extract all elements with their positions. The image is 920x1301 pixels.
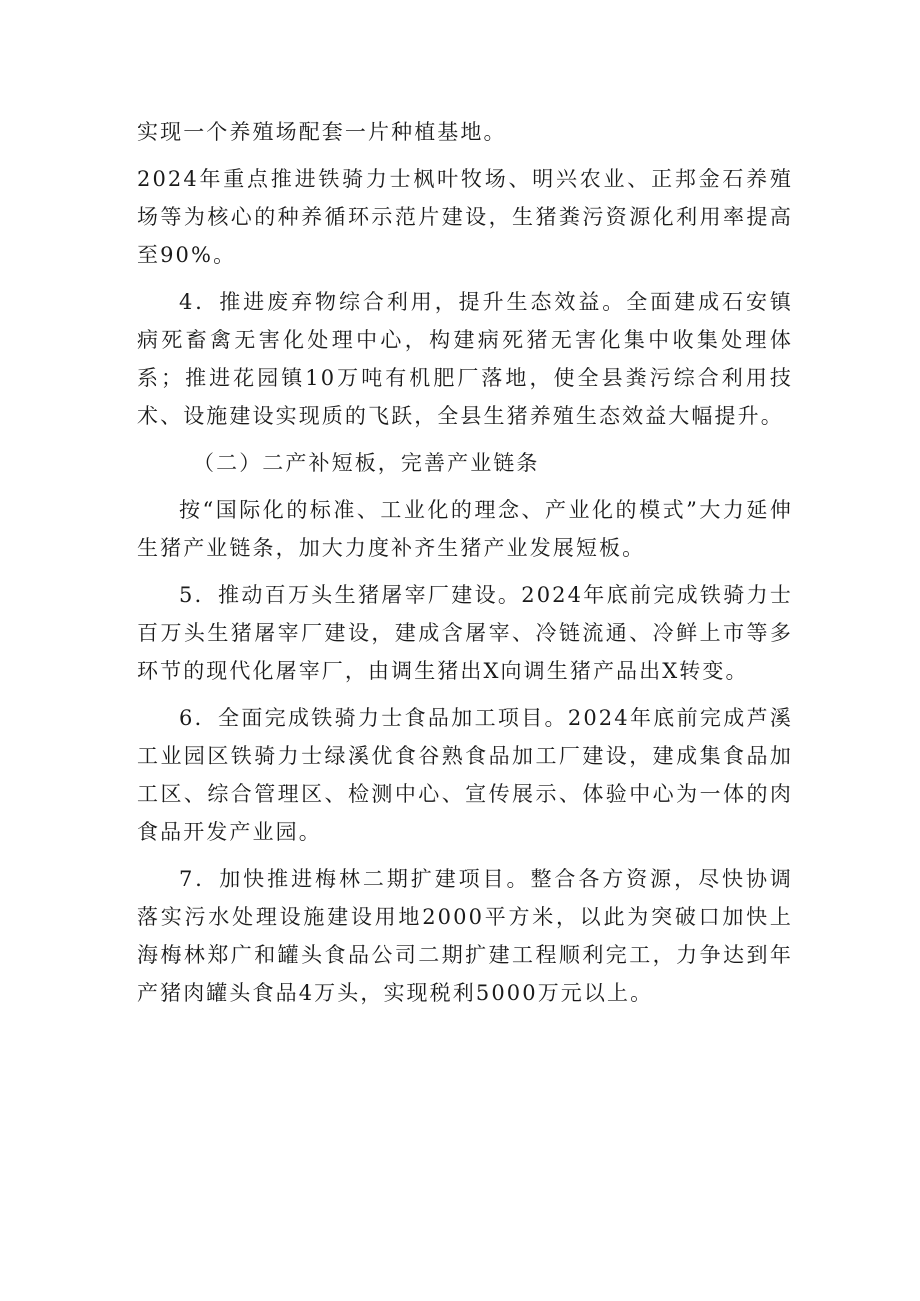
document-page [137, 113, 793, 1021]
paragraph-item-5: 5．推动百万头生猪屠宰厂建设。2024年底前完成铁骑力士百万头生猪屠宰厂建设，建成含屠宰、冷链流通、冷鲜上市等多环节的现代化屠宰厂，由调生猪出X向调生猪产品出X转变。 [137, 583, 793, 683]
paragraph-item-7: 7．加快推进梅林二期扩建项目。整合各方资源，尽快协调落实污水处理设施建设用地2000平方米，以此为突破口加快上海梅林郑广和罐头食品公司二期扩建工程顺利完工，力争达到年产猪肉罐头食品4万头，实现税利5000万元以上。 [137, 867, 793, 1005]
paragraph-item-6: 6．全面完成铁骑力士食品加工项目。2024年底前完成芦溪工业园区铁骑力士绿溪优食谷熟食品加工厂建设，建成集食品加工区、综合管理区、检测中心、宣传展示、体验中心为一体的肉食品开发产业园。 [137, 706, 793, 844]
paragraph-circular-demo: 2024年重点推进铁骑力士枫叶牧场、明兴农业、正邦金石养殖场等为核心的种养循环示范片建设，生猪粪污资源化利用率提高至90%。 [137, 167, 793, 267]
paragraph-section-intro: 按“国际化的标准、工业化的理念、产业化的模式”大力延伸生猪产业链条，加大力度补齐生猪产业发展短板。 [137, 498, 793, 560]
section-heading: （二）二产补短板，完善产业链条 [193, 451, 540, 475]
paragraph-continuation: 实现一个养殖场配套一片种植基地。 [137, 120, 507, 144]
paragraph-item-4: 4．推进废弃物综合利用，提升生态效益。全面建成石安镇病死畜禽无害化处理中心，构建病死猪无害化集中收集处理体系；推进花园镇10万吨有机肥厂落地，使全县粪污综合利用技术、设施建设实现质的飞跃，全县生猪养殖生态效益大幅提升。 [137, 290, 793, 428]
